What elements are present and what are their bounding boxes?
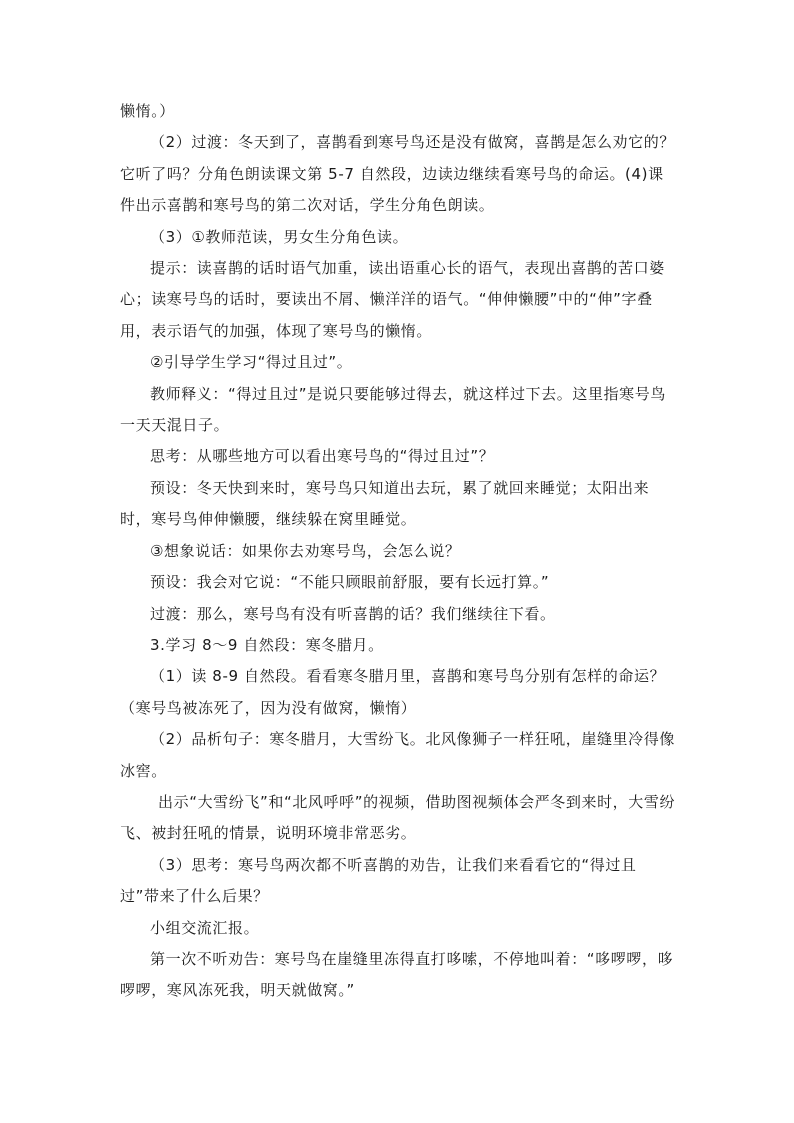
paragraph-14: （2）品析句子：寒冬腊月，大雪纷飞。北风像狮子一样狂吼，崖缝里冷得像冰窖。	[120, 730, 675, 780]
paragraph-15: 出示“大雪纷飞”和“北风呼呼”的视频，借助图视频体会严冬到来时，大雪纷飞、被封狂吼的情景，说明环境非常恶劣。	[120, 792, 676, 843]
paragraph-16: （3）思考：寒号鸟两次都不听喜鹊的劝告，让我们来看看它的“得过且过”带来了什么后果？	[120, 855, 637, 906]
paragraph-17: 小组交流汇报。	[150, 918, 260, 937]
paragraph-9: ③想象说话：如果你去劝寒号鸟，会怎么说？	[150, 541, 461, 560]
paragraph-8: 预设：冬天快到来时，寒号鸟只知道出去玩，累了就回来睡觉；太阳出来时，寒号鸟伸伸懒腰，继续躲在窝里睡觉。	[120, 478, 650, 529]
paragraph-10: 预设：我会对它说：“不能只顾眼前舒服，要有长远打算。”	[150, 573, 550, 592]
paragraph-6: 教师释义：“得过且过”是说只要能够过得去，就这样过下去。这里指寒号鸟一天天混日子。	[120, 384, 666, 435]
paragraph-1: 懒惰。）	[120, 102, 175, 120]
paragraph-4: 提示：读喜鹊的话时语气加重，读出语重心长的语气，表现出喜鹊的苦口婆心；读寒号鸟的话时，要读出不屑、懒洋洋的语气。“伸伸懒腰”中的“伸”字叠用，表示语气的加强，体现了寒号鸟的懒惰。	[120, 259, 665, 340]
paragraph-7: 思考：从哪些地方可以看出寒号鸟的“得过且过”？	[150, 447, 495, 466]
paragraph-13: （1）读 8-9 自然段。看看寒冬腊月里，喜鹊和寒号鸟分别有怎样的命运？（寒号鸟被冻死了，因为没有做窝，懒惰）	[120, 667, 666, 717]
paragraph-18: 第一次不听劝告：寒号鸟在崖缝里冻得直打哆嗦，不停地叫着：“哆啰啰，哆啰啰，寒风冻死我，明天就做窝。”	[120, 949, 674, 1000]
document-body	[120, 96, 676, 1007]
paragraph-5: ②引导学生学习“得过且过”。	[150, 353, 353, 372]
paragraph-11: 过渡：那么，寒号鸟有没有听喜鹊的话？我们继续往下看。	[150, 604, 556, 623]
paragraph-12: 3.学习 8～9 自然段：寒冬腊月。	[150, 635, 384, 654]
paragraph-3: （3）①教师范读，男女生分角色读。	[150, 227, 409, 246]
paragraph-2: （2）过渡：冬天到了，喜鹊看到寒号鸟还是没有做窝，喜鹊是怎么劝它的？它听了吗？分角色朗读课文第 5-7 自然段，边读边继续看寒号鸟的命运。(4)课件出示喜鹊和寒号鸟的第二次对话，学生分角色朗读。	[120, 133, 675, 215]
